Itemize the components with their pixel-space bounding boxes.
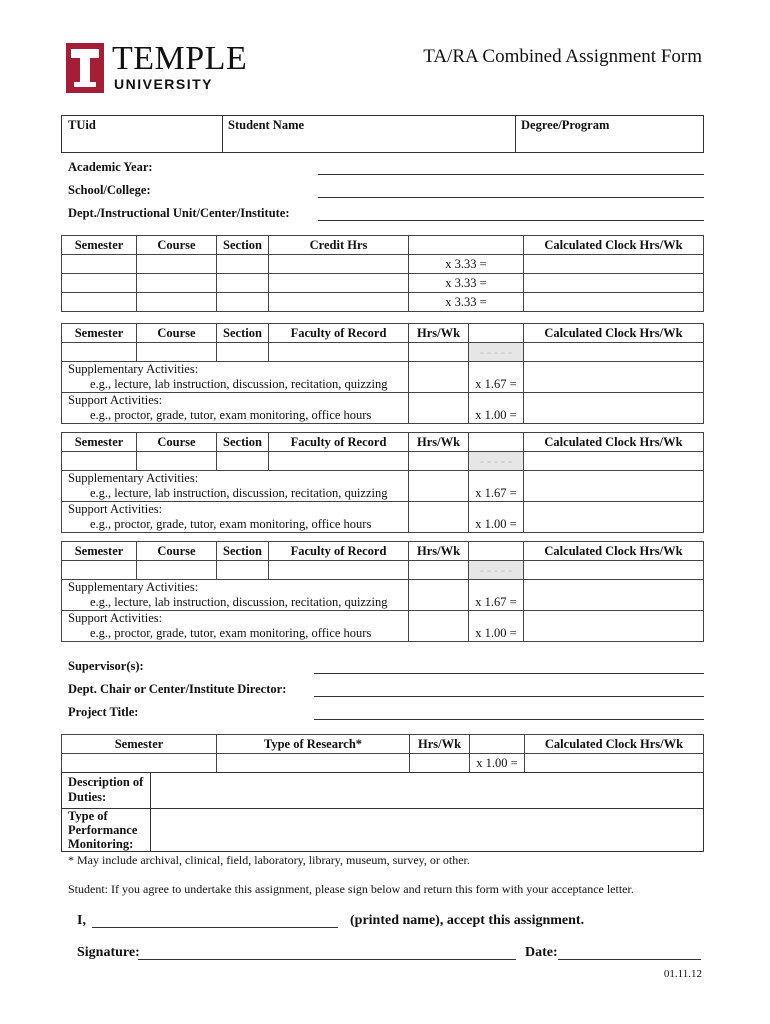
research-footnote: * May include archival, clinical, field, laboratory, library, museum, survey, or other. bbox=[68, 853, 470, 867]
faculty-table-2 bbox=[61, 432, 704, 533]
cell-input[interactable] bbox=[137, 293, 217, 312]
cell-input[interactable] bbox=[62, 343, 137, 362]
multiplier: x 1.00 = bbox=[469, 502, 524, 533]
support-activities bbox=[62, 393, 409, 424]
multiplier: x 1.00 = bbox=[469, 393, 524, 424]
table-row bbox=[62, 452, 704, 471]
support-label: Support Activities: bbox=[68, 611, 163, 625]
support-example: e.g., proctor, grade, tutor, exam monitoring, office hours bbox=[90, 408, 372, 422]
i-label: I, bbox=[77, 913, 86, 928]
col-course: Course bbox=[137, 542, 217, 561]
cell-input[interactable] bbox=[524, 611, 704, 642]
tuid-label: TUid bbox=[68, 118, 96, 132]
tuid-field[interactable] bbox=[68, 132, 218, 150]
school-college-field[interactable] bbox=[318, 197, 704, 198]
cell-input[interactable] bbox=[62, 561, 137, 580]
supp-activities bbox=[62, 471, 409, 502]
col-semester: Semester bbox=[62, 324, 137, 343]
cell-input[interactable] bbox=[62, 255, 137, 274]
col-hrs-wk: Hrs/Wk bbox=[409, 542, 469, 561]
performance-monitoring-label: Type of Performance Monitoring: bbox=[68, 809, 138, 851]
cell-input[interactable] bbox=[217, 452, 269, 471]
chair-field[interactable] bbox=[314, 696, 704, 697]
col-blank bbox=[409, 236, 524, 255]
supp-example: e.g., lecture, lab instruction, discussion, recitation, quizzing bbox=[90, 595, 388, 609]
cell-input[interactable] bbox=[524, 580, 704, 611]
cell-input[interactable] bbox=[269, 452, 409, 471]
date-field[interactable] bbox=[558, 959, 701, 960]
col-blank bbox=[470, 735, 525, 754]
col-blank bbox=[469, 324, 524, 343]
col-research-type: Type of Research* bbox=[217, 735, 410, 754]
form-title: TA/RA Combined Assignment Form bbox=[423, 46, 702, 67]
cell-input[interactable] bbox=[524, 393, 704, 424]
cell-input[interactable] bbox=[525, 754, 704, 773]
shaded-cell: - - - - - bbox=[469, 343, 524, 362]
table-row bbox=[62, 502, 704, 533]
supp-example: e.g., lecture, lab instruction, discussion, recitation, quizzing bbox=[90, 486, 388, 500]
cell-input[interactable] bbox=[269, 274, 409, 293]
col-semester: Semester bbox=[62, 542, 137, 561]
accept-text: (printed name), accept this assignment. bbox=[350, 913, 585, 928]
cell-input[interactable] bbox=[217, 293, 269, 312]
support-label: Support Activities: bbox=[68, 502, 163, 516]
col-calc-hrs: Calculated Clock Hrs/Wk bbox=[524, 433, 704, 452]
date-label: Date: bbox=[525, 945, 558, 960]
multiplier: x 3.33 = bbox=[409, 255, 524, 274]
col-hrs-wk: Hrs/Wk bbox=[409, 324, 469, 343]
cell-input[interactable] bbox=[409, 611, 469, 642]
project-title-label: Project Title: bbox=[68, 705, 139, 719]
table-row bbox=[62, 471, 704, 502]
cell-input[interactable] bbox=[409, 452, 469, 471]
multiplier: x 3.33 = bbox=[409, 274, 524, 293]
multiplier: x 3.33 = bbox=[409, 293, 524, 312]
printed-name-field[interactable] bbox=[92, 927, 338, 928]
col-semester: Semester bbox=[62, 236, 137, 255]
cell-input[interactable] bbox=[217, 274, 269, 293]
col-calc-hrs: Calculated Clock Hrs/Wk bbox=[525, 735, 704, 754]
supp-label: Supplementary Activities: bbox=[68, 362, 199, 376]
col-faculty: Faculty of Record bbox=[269, 324, 409, 343]
col-faculty: Faculty of Record bbox=[269, 433, 409, 452]
supp-label: Supplementary Activities: bbox=[68, 471, 199, 485]
table-row bbox=[62, 611, 704, 642]
cell-input[interactable] bbox=[62, 293, 137, 312]
supp-example: e.g., lecture, lab instruction, discussion, recitation, quizzing bbox=[90, 377, 388, 391]
research-table bbox=[61, 734, 704, 773]
cell-input[interactable] bbox=[409, 343, 469, 362]
table-row bbox=[62, 274, 704, 293]
table-row bbox=[62, 343, 704, 362]
description-of-duties-label: Description of Duties: bbox=[68, 775, 144, 804]
project-title-field[interactable] bbox=[314, 719, 704, 720]
student-name-label: Student Name bbox=[228, 118, 305, 132]
table-row bbox=[62, 362, 704, 393]
cell-input[interactable] bbox=[524, 502, 704, 533]
cell-input[interactable] bbox=[524, 293, 704, 312]
multiplier: x 1.67 = bbox=[469, 471, 524, 502]
col-semester: Semester bbox=[62, 735, 217, 754]
multiplier: x 1.00 = bbox=[469, 611, 524, 642]
col-calc-hrs: Calculated Clock Hrs/Wk bbox=[524, 542, 704, 561]
support-label: Support Activities: bbox=[68, 393, 163, 407]
shaded-cell: - - - - - bbox=[469, 561, 524, 580]
cell-input[interactable] bbox=[269, 561, 409, 580]
school-college-label: School/College: bbox=[68, 183, 151, 197]
logo-wordmark: TEMPLE bbox=[112, 40, 248, 77]
supp-activities bbox=[62, 580, 409, 611]
cell-input[interactable] bbox=[62, 274, 137, 293]
cell-input[interactable] bbox=[137, 343, 217, 362]
cell-input[interactable] bbox=[524, 255, 704, 274]
table-row bbox=[62, 393, 704, 424]
table-row bbox=[62, 561, 704, 580]
cell-input[interactable] bbox=[269, 255, 409, 274]
signature-field[interactable] bbox=[138, 959, 516, 960]
table-row bbox=[62, 255, 704, 274]
multiplier: x 1.00 = bbox=[470, 754, 525, 773]
student-info-box bbox=[61, 115, 704, 153]
col-section: Section bbox=[217, 236, 269, 255]
col-calc-hrs: Calculated Clock Hrs/Wk bbox=[524, 236, 704, 255]
cell-input[interactable] bbox=[409, 561, 469, 580]
cell-input[interactable] bbox=[217, 343, 269, 362]
dept-label: Dept./Instructional Unit/Center/Institute: bbox=[68, 206, 290, 220]
cell-input[interactable] bbox=[409, 393, 469, 424]
acceptance-instruction: Student: If you agree to undertake this assignment, please sign below and return this form with your acceptance letter. bbox=[68, 882, 634, 896]
col-course: Course bbox=[137, 433, 217, 452]
support-activities bbox=[62, 502, 409, 533]
supervisor-label: Supervisor(s): bbox=[68, 659, 144, 673]
multiplier: x 1.67 = bbox=[469, 362, 524, 393]
col-section: Section bbox=[217, 433, 269, 452]
shaded-cell: - - - - - bbox=[469, 452, 524, 471]
cell-input[interactable] bbox=[524, 452, 704, 471]
degree-program-label: Degree/Program bbox=[521, 118, 610, 132]
cell-input[interactable] bbox=[62, 452, 137, 471]
student-name-field[interactable] bbox=[228, 132, 510, 150]
col-credit-hrs: Credit Hrs bbox=[269, 236, 409, 255]
col-course: Course bbox=[137, 324, 217, 343]
col-blank bbox=[469, 542, 524, 561]
faculty-table-1 bbox=[61, 323, 704, 424]
cell-input[interactable] bbox=[524, 274, 704, 293]
table-row bbox=[62, 293, 704, 312]
cell-input[interactable] bbox=[409, 580, 469, 611]
col-section: Section bbox=[217, 542, 269, 561]
cell-input[interactable] bbox=[524, 362, 704, 393]
faculty-table-3 bbox=[61, 541, 704, 642]
support-example: e.g., proctor, grade, tutor, exam monitoring, office hours bbox=[90, 517, 372, 531]
col-hrs-wk: Hrs/Wk bbox=[409, 433, 469, 452]
cell-input[interactable] bbox=[524, 343, 704, 362]
description-field[interactable] bbox=[154, 775, 699, 806]
signature-label: Signature: bbox=[77, 945, 140, 960]
cell-input[interactable] bbox=[409, 502, 469, 533]
support-activities bbox=[62, 611, 409, 642]
cell-input[interactable] bbox=[524, 471, 704, 502]
cell-input[interactable] bbox=[524, 561, 704, 580]
cell-input[interactable] bbox=[137, 274, 217, 293]
cell-input[interactable] bbox=[409, 362, 469, 393]
duties-box bbox=[61, 772, 704, 852]
col-section: Section bbox=[217, 324, 269, 343]
degree-program-field[interactable] bbox=[521, 132, 701, 150]
supp-activities bbox=[62, 362, 409, 393]
cell-input[interactable] bbox=[217, 754, 410, 773]
support-example: e.g., proctor, grade, tutor, exam monitoring, office hours bbox=[90, 626, 372, 640]
table-row bbox=[62, 580, 704, 611]
cell-input[interactable] bbox=[217, 255, 269, 274]
supp-label: Supplementary Activities: bbox=[68, 580, 199, 594]
supervisor-field[interactable] bbox=[314, 673, 704, 674]
col-semester: Semester bbox=[62, 433, 137, 452]
version-code: 01.11.12 bbox=[663, 968, 702, 980]
cell-input[interactable] bbox=[410, 754, 470, 773]
academic-year-label: Academic Year: bbox=[68, 160, 153, 174]
multiplier: x 1.67 = bbox=[469, 580, 524, 611]
monitoring-field[interactable] bbox=[154, 811, 699, 849]
credit-hours-table bbox=[61, 235, 704, 312]
dept-field[interactable] bbox=[318, 220, 704, 221]
cell-input[interactable] bbox=[137, 561, 217, 580]
logo-subtitle: UNIVERSITY bbox=[114, 76, 214, 92]
col-course: Course bbox=[137, 236, 217, 255]
col-hrs-wk: Hrs/Wk bbox=[410, 735, 470, 754]
table-row bbox=[62, 754, 704, 773]
academic-year-field[interactable] bbox=[318, 174, 704, 175]
chair-label: Dept. Chair or Center/Institute Director: bbox=[68, 682, 287, 696]
cell-input[interactable] bbox=[137, 255, 217, 274]
col-faculty: Faculty of Record bbox=[269, 542, 409, 561]
cell-input[interactable] bbox=[269, 293, 409, 312]
cell-input[interactable] bbox=[137, 452, 217, 471]
cell-input[interactable] bbox=[269, 343, 409, 362]
cell-input[interactable] bbox=[217, 561, 269, 580]
temple-logo-icon bbox=[66, 43, 104, 93]
col-calc-hrs: Calculated Clock Hrs/Wk bbox=[524, 324, 704, 343]
col-blank bbox=[469, 433, 524, 452]
cell-input[interactable] bbox=[62, 754, 217, 773]
cell-input[interactable] bbox=[409, 471, 469, 502]
